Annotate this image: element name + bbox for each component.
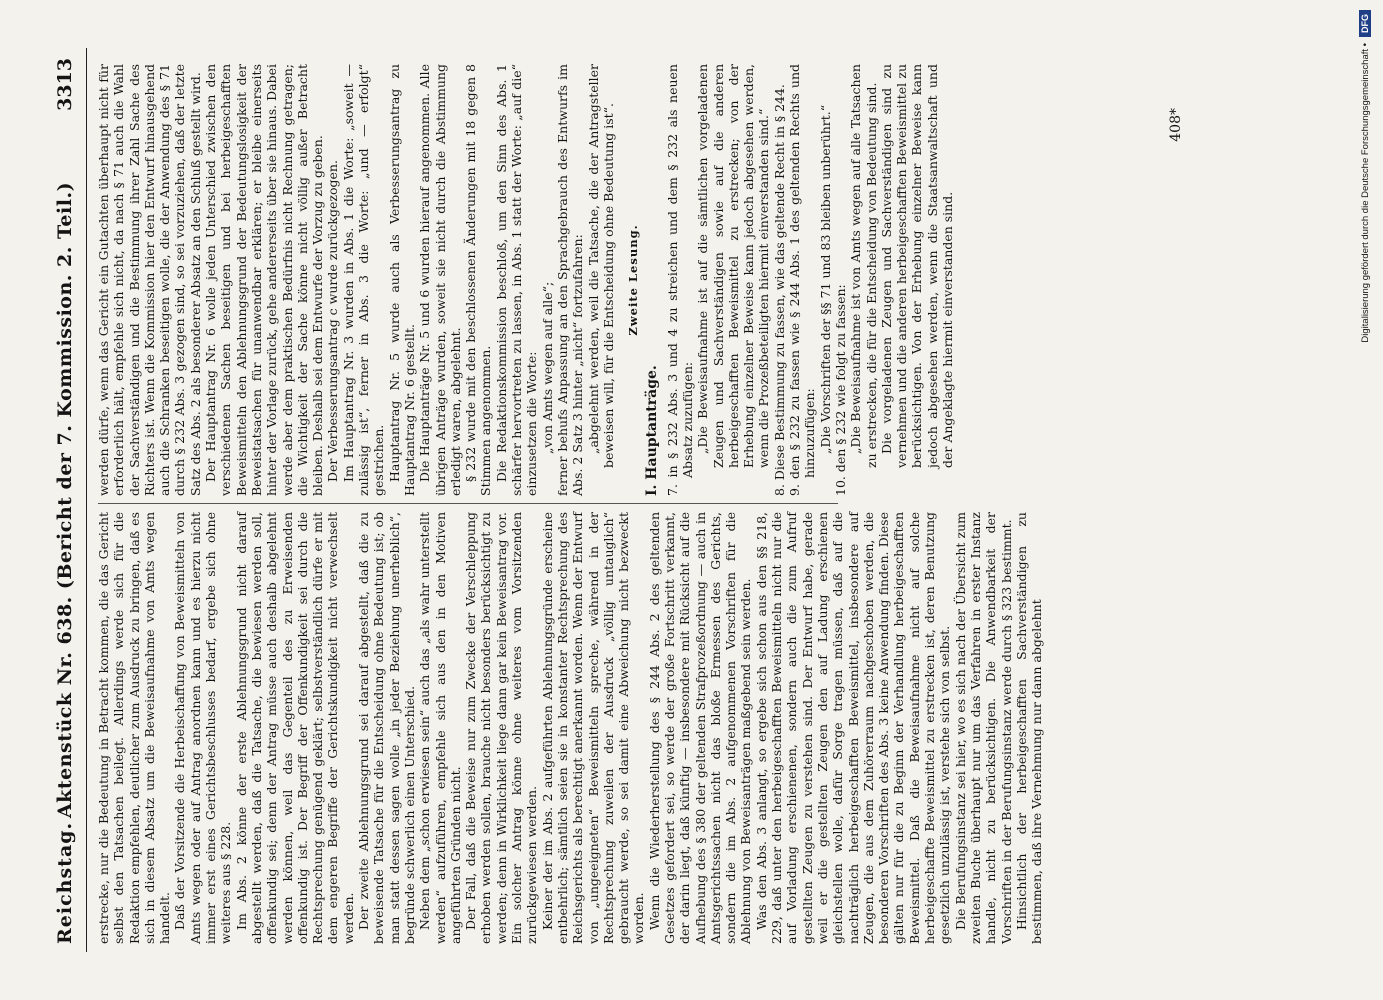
column-divider [98, 503, 838, 504]
paragraph: Daß der Vorsitzende die Herbeischaffung von Beweismitteln von Amts wegen oder auf Antrag anordnen kann und es hierzu nicht immer erst eines Gerichtsbeschlusses bedarf, ergebe sich ohne weiteres aus § 228. [172, 512, 234, 944]
column-right [96, 64, 955, 496]
digitization-text: Digitalisierung gefördert durch die Deutsche Forschungsgemeinschaft • [1359, 43, 1371, 343]
motion-item: 9. den § 232 zu fassen wie § 244 Abs. 1 des geltenden Rechts und hinzuzufügen: [787, 64, 818, 496]
quote: Die vorgeladenen Zeugen und Sachverständigen sind zu vernehmen und die anderen herbeigeschafften Beweismittel zu berücksichtigen. Von der Erhebung einzelner Beweise kann jedoch abgesehen werden, wenn die Staatsanwaltschaft und der Angeklagte hiermit einverstanden sind. [878, 64, 956, 468]
header-left: Reichstag. [54, 821, 76, 944]
dfg-logo: DFG [1359, 10, 1371, 37]
paragraph: Die Redaktionskommission beschloß, um den Sinn des Abs. 1 schärfer hervortreten zu lassen, in Abs. 1 statt der Worte: „auf die“ einzusetzen die Worte: [493, 64, 540, 496]
motion-item: 10. den § 232 wie folgt zu fassen: [832, 284, 848, 496]
motion-item: 7. in § 232 Abs. 3 und 4 zu streichen und dem § 232 als neuen Absatz zuzufügen: [664, 64, 695, 496]
paragraph: Wenn die Wiederherstellung des § 244 Abs. 2 des geltenden Gesetzes gefordert sei, so werde der große Fortschritt verkannt, der darin liegt, daß künftig — insbesondere mit Rücksicht auf die Aufhebung des § 380 der geltenden Strafprozeßordnung — auch in Amtsgerichtssachen nicht das bloße Ermessen des Gerichts, sondern die im Abs. 2 aufgenommenen Vorschriften für die Ablehnung von Beweisanträgen maßgebend sein werden. [646, 512, 754, 944]
quote: „Die Beweisaufnahme ist auf die sämtlichen vorgeladenen Zeugen und Sachverständigen sowie auf die anderen herbeigeschafften Beweismittel zu erstrecken; von der Erhebung einzelner Beweise kann jedoch abgesehen werden, wenn die Prozeßbeteiligten hiermit einverstanden sind.“ [695, 64, 772, 468]
quote: „abgelehnt werden, weil die Tatsache, die der Antragsteller beweisen will, für die Entscheidung ohne Bedeutung ist“. [585, 64, 616, 468]
rotated-page [46, 48, 1334, 952]
paragraph: Neben dem „schon erwiesen sein“ auch das „als wahr unterstellt werden“ aufzuführen, empfehle sich aus den in den Motiven angeführten Gründen nicht. [417, 512, 463, 944]
digitization-note [1348, 0, 1382, 1000]
paragraph: Im Abs. 2 könne der erste Ablehnungsgrund nicht darauf abgestellt werden, daß die Tatsache, die bewiesen werden soll, offenkundig sei; denn der Antrag müsse auch deshalb abgelehnt werden können, weil das Gegenteil des zu Erweisenden offenkundig ist. Der Begriff der Offenkundigkeit sei durch die Rechtsprechung genügend geklärt; selbstverständlich dürfe er mit dem engeren Begriffe der Gerichtskundigkeit nicht verwechselt werden. [233, 512, 356, 944]
subsection-heading: I. Hauptanträge. [644, 365, 661, 496]
paragraph: Die Hauptanträge Nr. 5 und 6 wurden hierauf angenommen. Alle übrigen Anträge wurden, soweit sie nicht durch die Abstimmung erledigt waren, abgelehnt. [417, 64, 463, 496]
quote: „Die Vorschriften der §§ 71 und 83 bleiben unberührt.“ [817, 104, 833, 454]
page-header [46, 48, 87, 952]
quote: „von Amts wegen auf alle“; [539, 281, 555, 454]
paragraph: Der Hauptantrag Nr. 6 wolle jeden Unterschied zwischen den verschiedenen Sachen beseitigen und bei herbeigeschafften Beweismitteln den Ablehnungsgrund der Bedeutungslosigkeit der Beweistatsachen für unanwendbar erklären; er bleibe einerseits hinter der Vorlage zurück, gehe andererseits über sie hinaus. Dabei werde aber dem praktischen Bedürfnis nicht Rechnung getragen; die Wichtigkeit der Sache könne nicht völlig außer Betracht bleiben. Deshalb sei dem Entwurfe der Vorzug zu geben. [203, 64, 326, 496]
section-heading: Zweite Lesung. [626, 224, 641, 336]
paragraph: werden dürfe, wenn das Gericht ein Gutachten überhaupt nicht für erforderlich hält, empfehle sich nicht, da nach § 71 auch die Wahl der Sachverständigen und die Bestimmung ihrer Zahl Sache des Richters ist. Wenn die Kommission hier den Entwurf hinausgehend auch die Schranken beseitigen wolle, die der Anwendung des § 71 durch § 232 Abs. 3 gezogen sind, so sei vorzuziehen, daß der letzte Satz des Abs. 2 als besonderer Absatz an den Schluß gestellt wird. [96, 64, 203, 496]
paragraph: Im Hauptantrag Nr. 3 wurden in Abs. 1 die Worte: „soweit — zulässig ist“, ferner in Abs. 3 die Worte: „und — erfolgt“ gestrichen. [340, 64, 387, 496]
motion-item: 8. Diese Bestimmung zu fassen, wie das geltende Recht in § 244. [771, 84, 787, 496]
header-page-number: 3313 [54, 58, 76, 111]
folio-mark: 408* [1168, 108, 1184, 142]
paragraph: Was den Abs. 3 anlangt, so ergebe sich schon aus den §§ 218, 229, daß unter den herbeigeschafften Beweismitteln nicht nur die auf Vorladung erschienenen, sondern auch die zum Aufruf gestellten Zeugen zu verstehen sind. Der Entwurf habe, gerade weil er die gestellten Zeugen den auf Ladung erschienen gleichstellen wolle, dafür Sorge tragen müssen, daß auf die nachträglich herbeigeschafften Beweismittel, insbesondere auf Zeugen, die aus dem Zuhörerraum nachgeschoben werden, die besonderen Vorschriften des Abs. 3 keine Anwendung finden. Diese gälten nur für die zu Beginn der Verhandlung herbeigeschafften Beweismittel. Daß die Beweisaufnahme nicht auf solche herbeigeschaffte Beweismittel zu erstrecken ist, deren Benutzung gesetzlich unzulässig ist, verstehe sich von selbst. [753, 512, 953, 944]
quote: „Die Beweisaufnahme ist von Amts wegen auf alle Tatsachen zu erstrecken, die für die Entscheidung von Bedeutung sind. [848, 64, 879, 468]
paragraph: Der Fall, daß die Beweise nur zum Zwecke der Verschleppung erhoben werden sollen, brauche nicht besonders berücksichtigt zu werden; denn in Wirklichkeit liege dann gar kein Beweisantrag vor. Ein solcher Antrag könne ohne weiteres vom Vorsitzenden zurückgewiesen werden. [463, 512, 540, 944]
paragraph: Hinsichtlich der herbeigeschafften Sachverständigen zu bestimmen, daß ihre Vernehmung nur dann abgelehnt [1013, 512, 1045, 944]
paragraph: Die Berufungsinstanz sei hier, wo es sich nach der Übersicht zum zweiten Buche überhaupt nur um das Verfahren in erster Instanz handle, nicht zu berücksichtigen. Die Anwendbarkeit der Vorschriften in der Berufungsinstanz werde durch § 323 bestimmt. [952, 512, 1014, 944]
paragraph: Der zweite Ablehnungsgrund sei darauf abgestellt, daß die zu beweisende Tatsache für die Entscheidung ohne Bedeutung ist; ob man statt dessen sagen wolle „in jeder Beziehung unerheblich“, begründe schwerlich einen Unterschied. [356, 512, 417, 944]
header-center: Aktenstück Nr. 638. (Bericht der 7. Kommission. 2. Teil.) [54, 181, 76, 819]
paragraph: Der Verbesserungsantrag c wurde zurückgezogen. [325, 160, 341, 482]
paragraph: ferner behufs Anpassung an den Sprachgebrauch des Entwurfs im Abs. 2 Satz 3 hinter „nicht“ fortzufahren: [554, 64, 586, 496]
column-left [96, 512, 1044, 944]
paragraph: § 232 wurde mit den beschlossenen Änderungen mit 18 gegen 8 Stimmen angenommen. [463, 64, 494, 496]
paragraph: Keiner der im Abs. 2 aufgeführten Ablehnungsgründe erscheine entbehrlich; sämtlich seien sie in konstanter Rechtsprechung des Reichsgerichts als berechtigt anerkannt worden. Wenn der Entwurf von „ungeeigneten“ Beweismitteln spreche, während in der Rechtsprechung zuweilen der Ausdruck „völlig untauglich“ gebraucht werde, so sei damit eine Abweichung nicht bezweckt worden. [539, 512, 647, 944]
digitization-strip [1348, 0, 1382, 1000]
scan-area [46, 48, 1334, 952]
paragraph: erstrecke, nur die Bedeutung in Betracht kommen, die das Gericht selbst den Tatsachen beilegt. Allerdings werde sich für die Redaktion empfehlen, deutlicher zum Ausdruck zu bringen, daß es sich in diesem Absatz um die Beweisaufnahme von Amts wegen handelt. [96, 512, 173, 944]
paragraph: Hauptantrag Nr. 5 wurde auch als Verbesserungsantrag zu Hauptantrag Nr. 6 gestellt. [386, 64, 417, 496]
